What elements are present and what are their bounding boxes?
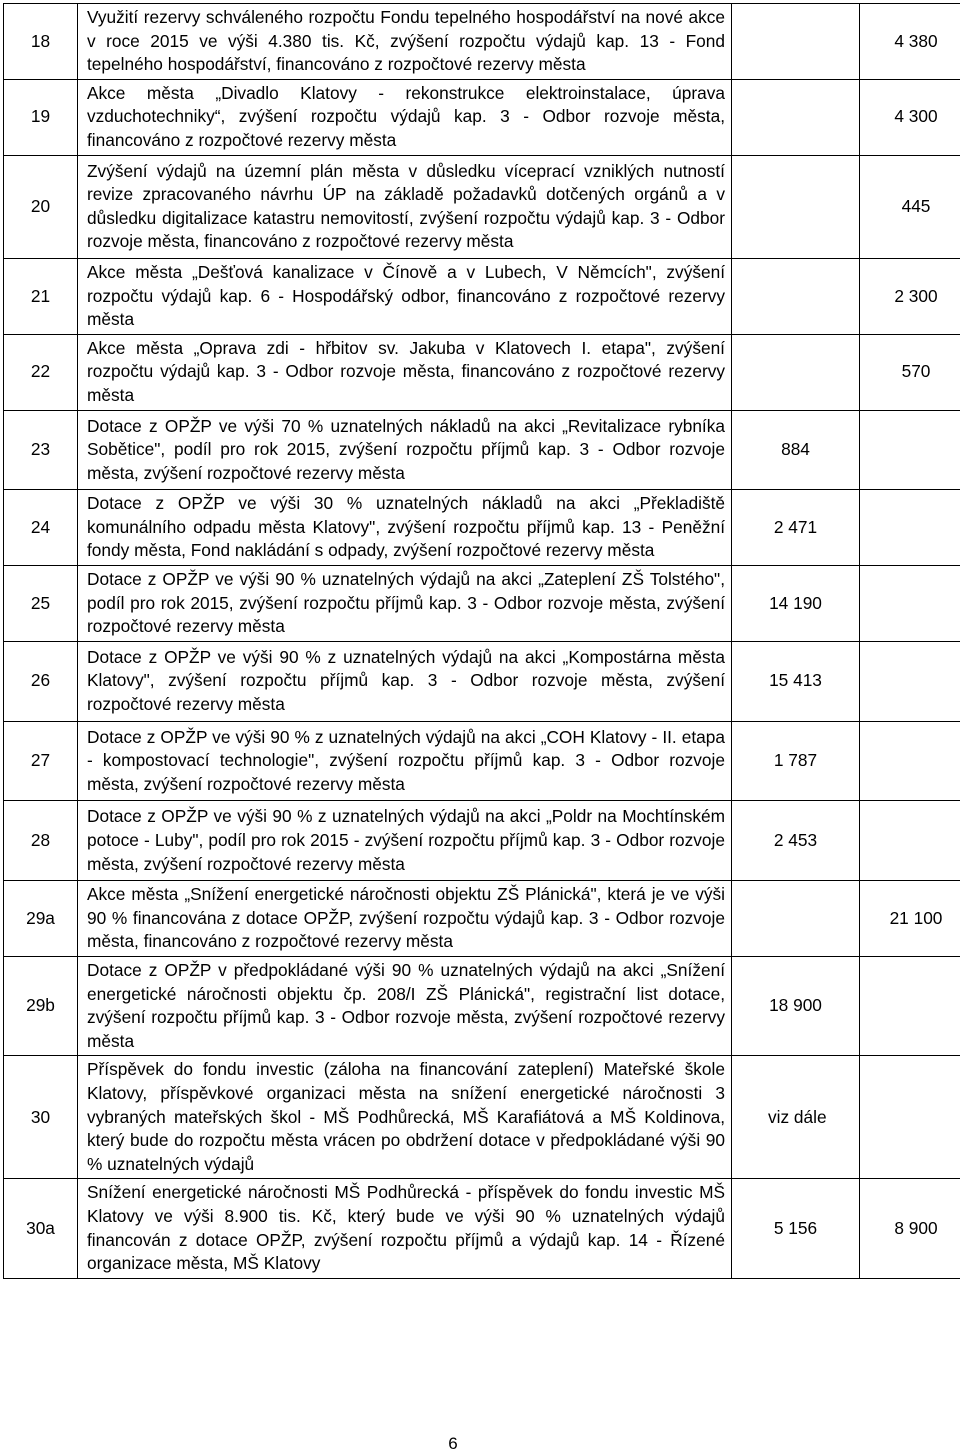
row-income: 15 413 — [732, 641, 860, 721]
table-row — [4, 1056, 960, 1179]
row-income — [732, 4, 860, 80]
row-number: 29a — [4, 881, 78, 957]
row-expense — [860, 1056, 960, 1179]
table-row — [4, 956, 960, 1055]
table-row — [4, 566, 960, 642]
table-row — [4, 155, 960, 258]
row-number: 18 — [4, 4, 78, 80]
row-description: Snížení energetické náročnosti MŠ Podhůrecká - příspěvek do fondu investic MŠ Klatovy ve výši 8.900 tis. Kč, který bude ve výši 90 % uznatelných výdajů financován z dotace OPŽP, zvýšení rozpočtu příjmů a výdajů kap. 14 - Řízené organizace města, MŠ Klatovy — [78, 1179, 732, 1278]
table-row — [4, 641, 960, 721]
table-row — [4, 801, 960, 881]
row-description: Akce města „Snížení energetické náročnosti objektu ZŠ Plánická", která je ve výši 90 % financována z dotace OPŽP, zvýšení rozpočtu výdajů kap. 3 - Odbor rozvoje města, financováno z rozpočtové rezervy města — [78, 881, 732, 957]
row-number: 30 — [4, 1056, 78, 1179]
table-row — [4, 4, 960, 80]
row-expense — [860, 566, 960, 642]
row-number: 19 — [4, 79, 78, 155]
row-description: Dotace z OPŽP ve výši 90 % z uznatelných výdajů na akci „Poldr na Mochtínském potoce - Luby", podíl pro rok 2015 - zvýšení rozpočtu příjmů kap. 3 - Odbor rozvoje města, zvýšení rozpočtové rezervy města — [78, 801, 732, 881]
row-income — [732, 258, 860, 334]
row-number: 23 — [4, 410, 78, 490]
row-description: Akce města „Dešťová kanalizace v Čínově a v Lubech, V Němcích", zvýšení rozpočtu výdajů kap. 6 - Hospodářský odbor, financováno z rozpočtové rezervy města — [78, 258, 732, 334]
row-income: 2 471 — [732, 490, 860, 566]
row-expense — [860, 721, 960, 801]
row-description: Příspěvek do fondu investic (záloha na financování zateplení) Mateřské škole Klatovy, příspěvkové organizaci města na snížení energetické náročnosti 3 vybraných mateřských škol - MŠ Podhůrecká, MŠ Karafiátová a MŠ Koldinova, který bude do rozpočtu města vrácen po obdržení dotace v předpokládané výši 90 % uznatelných výdajů — [78, 1056, 732, 1179]
row-expense — [860, 410, 960, 490]
row-expense: 8 900 — [860, 1179, 960, 1278]
row-number: 25 — [4, 566, 78, 642]
row-income: 1 787 — [732, 721, 860, 801]
row-expense — [860, 641, 960, 721]
row-number: 27 — [4, 721, 78, 801]
table-row — [4, 490, 960, 566]
row-income — [732, 79, 860, 155]
row-income: 884 — [732, 410, 860, 490]
table-row — [4, 1179, 960, 1278]
row-income: 5 156 — [732, 1179, 860, 1278]
row-description: Dotace z OPŽP ve výši 90 % z uznatelných výdajů na akci „COH Klatovy - II. etapa - kompostovací technologie", zvýšení rozpočtu příjmů kap. 3 - Odbor rozvoje města, zvýšení rozpočtové rezervy města — [78, 721, 732, 801]
table-row — [4, 258, 960, 334]
table-row — [4, 334, 960, 410]
row-number: 30a — [4, 1179, 78, 1278]
row-income: viz dále — [732, 1056, 860, 1179]
row-description: Dotace z OPŽP ve výši 30 % uznatelných nákladů na akci „Překladiště komunálního odpadu města Klatovy", zvýšení rozpočtu příjmů kap. 13 - Peněžní fondy města, Fond nakládání s odpady, zvýšení rozpočtové rezervy města — [78, 490, 732, 566]
row-number: 22 — [4, 334, 78, 410]
row-income — [732, 881, 860, 957]
table-row — [4, 410, 960, 490]
row-income: 18 900 — [732, 956, 860, 1055]
row-number: 21 — [4, 258, 78, 334]
row-description: Akce města „Divadlo Klatovy - rekonstrukce elektroinstalace, úprava vzduchotechniky“, zvýšení rozpočtu výdajů kap. 3 - Odbor rozvoje města, financováno z rozpočtové rezervy města — [78, 79, 732, 155]
row-description: Využití rezervy schváleného rozpočtu Fondu tepelného hospodářství na nové akce v roce 2015 ve výši 4.380 tis. Kč, zvýšení rozpočtu výdajů kap. 13 - Fond tepelného hospodářství, financováno z rozpočtové rezervy města — [78, 4, 732, 80]
row-expense: 4 300 — [860, 79, 960, 155]
row-number: 24 — [4, 490, 78, 566]
row-description: Dotace z OPŽP ve výši 90 % z uznatelných výdajů na akci „Kompostárna města Klatovy", zvýšení rozpočtu příjmů kap. 3 - Odbor rozvoje města, zvýšení rozpočtové rezervy města — [78, 641, 732, 721]
row-number: 20 — [4, 155, 78, 258]
row-income: 2 453 — [732, 801, 860, 881]
row-income — [732, 334, 860, 410]
row-description: Zvýšení výdajů na územní plán města v důsledku víceprací vzniklých nutností revize zpracovaného návrhu ÚP na základě požadavků dotčených orgánů a v důsledku digitalizace katastru nemovitostí, zvýšení rozpočtu výdajů kap. 3 - Odbor rozvoje města, financováno z rozpočtové rezervy města — [78, 155, 732, 258]
row-description: Dotace z OPŽP v předpokládané výši 90 % uznatelných výdajů na akci „Snížení energetické náročnosti objektu čp. 208/I ZŠ Plánická", registrační list dotace, zvýšení rozpočtu příjmů kap. 3 - Odbor rozvoje města, zvýšení rozpočtové rezervy města — [78, 956, 732, 1055]
row-number: 28 — [4, 801, 78, 881]
row-expense: 21 100 — [860, 881, 960, 957]
row-expense: 445 — [860, 155, 960, 258]
page-number: 6 — [0, 1434, 906, 1454]
row-expense — [860, 801, 960, 881]
row-number: 26 — [4, 641, 78, 721]
row-income: 14 190 — [732, 566, 860, 642]
row-income — [732, 155, 860, 258]
table-row — [4, 721, 960, 801]
table-row — [4, 881, 960, 957]
row-expense: 2 300 — [860, 258, 960, 334]
row-expense — [860, 490, 960, 566]
row-description: Dotace z OPŽP ve výši 70 % uznatelných nákladů na akci „Revitalizace rybníka Sobětice", podíl pro rok 2015, zvýšení rozpočtu příjmů kap. 3 - Odbor rozvoje města, zvýšení rozpočtové rezervy města — [78, 410, 732, 490]
table-row — [4, 79, 960, 155]
row-expense: 570 — [860, 334, 960, 410]
row-expense — [860, 956, 960, 1055]
row-description: Akce města „Oprava zdi - hřbitov sv. Jakuba v Klatovech I. etapa", zvýšení rozpočtu výdajů kap. 3 - Odbor rozvoje města, financováno z rozpočtové rezervy města — [78, 334, 732, 410]
row-expense: 4 380 — [860, 4, 960, 80]
row-description: Dotace z OPŽP ve výši 90 % uznatelných výdajů na akci „Zateplení ZŠ Tolstého", podíl pro rok 2015, zvýšení rozpočtu příjmů kap. 3 - Odbor rozvoje města, zvýšení rozpočtové rezervy města — [78, 566, 732, 642]
row-number: 29b — [4, 956, 78, 1055]
budget-changes-table — [3, 3, 960, 1279]
